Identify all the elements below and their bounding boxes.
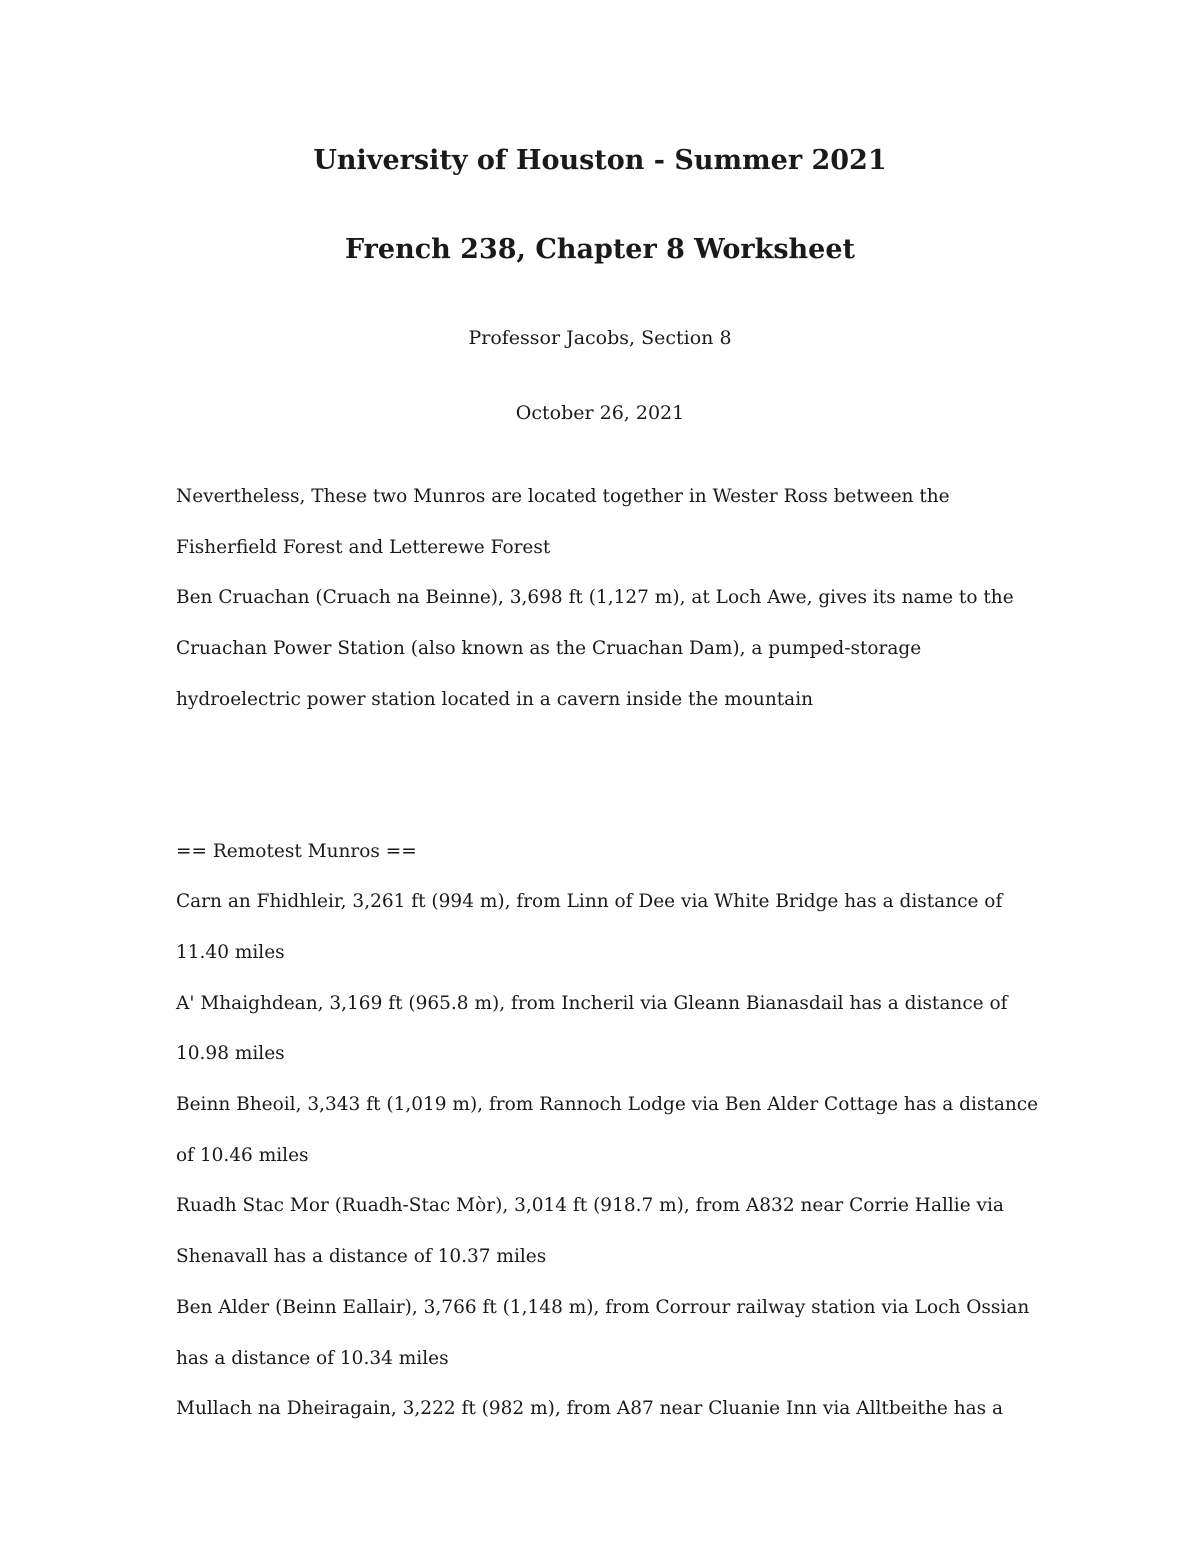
date-line: October 26, 2021 (515, 402, 685, 424)
body-line: of 10.46 miles (176, 1144, 309, 1166)
body-line: Shenavall has a distance of 10.37 miles (176, 1246, 547, 1268)
section-heading: == Remotest Munros == (176, 840, 417, 862)
university-heading: University of Houston - Summer 2021 (313, 145, 887, 176)
body-line: hydroelectric power station located in a cavern inside the mountain (176, 688, 814, 710)
paragraph-spacer (176, 726, 1026, 827)
document-body (176, 472, 1039, 1435)
worksheet-title: French 238, Chapter 8 Worksheet (344, 234, 856, 265)
body-line: Carn an Fhidhleir, 3,261 ft (994 m), from Linn of Dee via White Bridge has a distance of (176, 891, 1003, 913)
body-line: 11.40 miles (176, 941, 285, 963)
body-line: has a distance of 10.34 miles (176, 1347, 449, 1369)
body-line: A' Mhaighdean, 3,169 ft (965.8 m), from Incheril via Gleann Bianasdail has a distance of (176, 992, 1008, 1014)
body-line: 10.98 miles (176, 1043, 285, 1065)
body-line: Beinn Bheoil, 3,343 ft (1,019 m), from Rannoch Lodge via Ben Alder Cottage has a distance (176, 1094, 1039, 1116)
body-line: Cruachan Power Station (also known as the Cruachan Dam), a pumped-storage (176, 638, 922, 660)
body-line: Nevertheless, These two Munros are located together in Wester Ross between the (176, 486, 950, 507)
professor-line: Professor Jacobs, Section 8 (468, 327, 732, 349)
body-line: Ben Cruachan (Cruach na Beinne), 3,698 ft (1,127 m), at Loch Awe, gives its name to the (176, 587, 1014, 609)
body-line: Mullach na Dheiragain, 3,222 ft (982 m), from A87 near Cluanie Inn via Alltbeithe has a (176, 1398, 1004, 1420)
body-line: Ben Alder (Beinn Eallair), 3,766 ft (1,148 m), from Corrour railway station via Loch Ossian (176, 1296, 1030, 1318)
body-line: Ruadh Stac Mor (Ruadh-Stac Mòr), 3,014 ft (918.7 m), from A832 near Corrie Hallie via (176, 1195, 1004, 1217)
body-line: Fisherfield Forest and Letterewe Forest (176, 536, 551, 558)
